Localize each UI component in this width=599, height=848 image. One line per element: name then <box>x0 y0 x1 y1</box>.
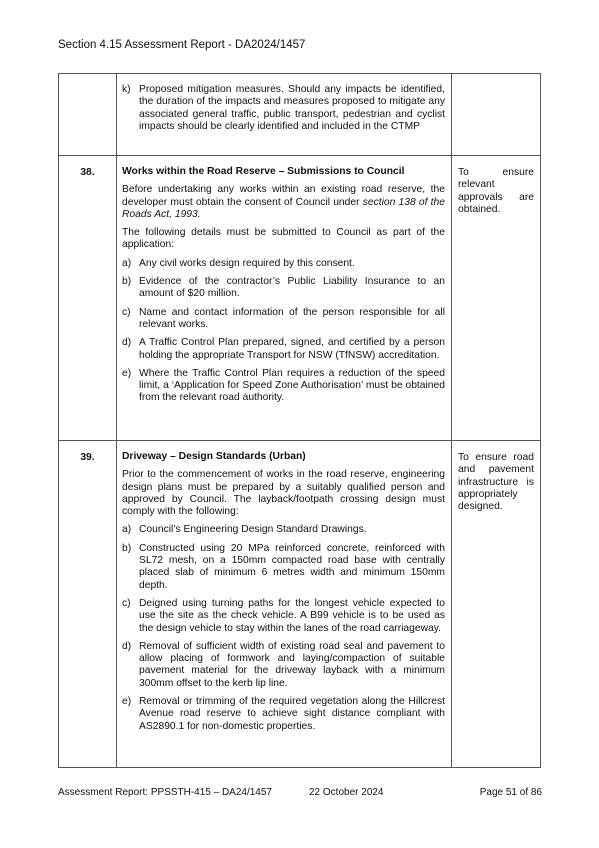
list-item <box>122 276 445 301</box>
item-letter: a) <box>122 524 132 536</box>
condition-title: Works within the Road Reserve – Submissions to Council <box>122 166 405 177</box>
condition-body-cell <box>117 156 452 441</box>
item-text: Removal or trimming of the required vegetation along the Hillcrest Avenue road reserve to achieve sight distance compliant with AS2890.1 for non-domestic properties. <box>139 696 445 732</box>
legislation-reference: section 138 of the Roads Act, 1993. <box>122 196 445 220</box>
list-item <box>122 307 445 332</box>
table-row <box>59 156 541 441</box>
condition-body-cell <box>117 74 452 156</box>
paragraph-text: Before undertaking any works within an existing road reserve, the developer must obtain the consent of Council under <box>122 184 445 208</box>
item-text: Council’s Engineering Design Standard Drawings. <box>139 524 367 536</box>
item-text: Deigned using turning paths for the longest vehicle expected to use the site as the check vehicle. A B99 vehicle is to be used as the design vehicle to stay within the lanes of the road carriageway. <box>139 597 445 634</box>
footer-date: 22 October 2024 <box>309 787 384 798</box>
item-text: Constructed using 20 MPa reinforced concrete, reinforced with SL72 mesh, on a 150mm compacted road base with centrally placed slab of minimum 6 metres width and minimum 150mm depth. <box>139 542 445 591</box>
reason-cell <box>452 74 541 156</box>
item-text: A Traffic Control Plan prepared, signed, and certified by a person holding the appropriate Transport for NSW (TfNSW) accreditation. <box>139 337 445 361</box>
item-text: Evidence of the contractor’s Public Liability Insurance to an amount of $20 million. <box>139 276 445 300</box>
item-letter: e) <box>122 367 132 379</box>
item-letter: a) <box>122 257 132 269</box>
item-letter: d) <box>122 640 132 652</box>
item-text: Name and contact information of the person responsible for all relevant works. <box>139 306 445 330</box>
list-item <box>122 84 445 133</box>
list-item <box>122 543 445 592</box>
list-item <box>122 641 445 690</box>
condition-title: Driveway – Design Standards (Urban) <box>122 451 306 462</box>
item-letter: c) <box>122 597 131 609</box>
footer-report-ref: Assessment Report: PPSSTH-415 – DA24/1457 <box>58 787 272 798</box>
condition-number-cell <box>59 74 117 156</box>
item-letter: b) <box>122 276 132 288</box>
item-letter: k) <box>122 84 131 95</box>
condition-number: 38. <box>59 156 117 441</box>
item-letter: b) <box>122 542 132 554</box>
list-item <box>122 337 445 362</box>
condition-number: 39. <box>59 441 117 768</box>
footer-page-number: Page 51 of 86 <box>479 787 542 798</box>
condition-body-cell <box>117 441 452 768</box>
list-item <box>122 368 445 405</box>
conditions-table <box>58 73 541 768</box>
condition-paragraph: The following details must be submitted to Council as part of the application: <box>122 227 445 251</box>
table-row <box>59 441 541 768</box>
page-header: Section 4.15 Assessment Report - DA2024/1457 <box>58 39 306 51</box>
item-letter: e) <box>122 696 132 708</box>
reason-text: To ensure relevant approvals are obtained. <box>452 156 541 441</box>
condition-paragraph <box>122 184 445 221</box>
list-item <box>122 696 445 733</box>
list-item <box>122 598 445 635</box>
condition-paragraph: Prior to the commencement of works in the road reserve, engineering design plans must be prepared by a suitably qualified person and approved by Council. The layback/footpath crossing design must comply with the following: <box>122 469 445 518</box>
item-letter: c) <box>122 306 131 318</box>
item-text: Where the Traffic Control Plan requires a reduction of the speed limit, a ‘Application for Speed Zone Authorisation’ must be obtained from the relevant road authority. <box>139 367 445 404</box>
item-text: Proposed mitigation measures. Should any impacts be identified, the duration of the impacts and measures proposed to mitigate any associated general traffic, public transport, pedestrian and cyclist impacts should be clearly identified and included in the CTMP <box>139 84 445 132</box>
item-text: Removal of sufficient width of existing road seal and pavement to allow placing of formwork and laying/compaction of suitable pavement material for the driveway layback with a minimum 300mm offset to the kerb lip line. <box>139 640 445 689</box>
list-item <box>122 258 445 270</box>
item-text: Any civil works design required by this consent. <box>139 257 355 269</box>
table-row <box>59 74 541 156</box>
reason-text: To ensure road and pavement infrastructure is appropriately designed. <box>452 441 541 768</box>
list-item <box>122 524 445 536</box>
item-letter: d) <box>122 337 132 349</box>
